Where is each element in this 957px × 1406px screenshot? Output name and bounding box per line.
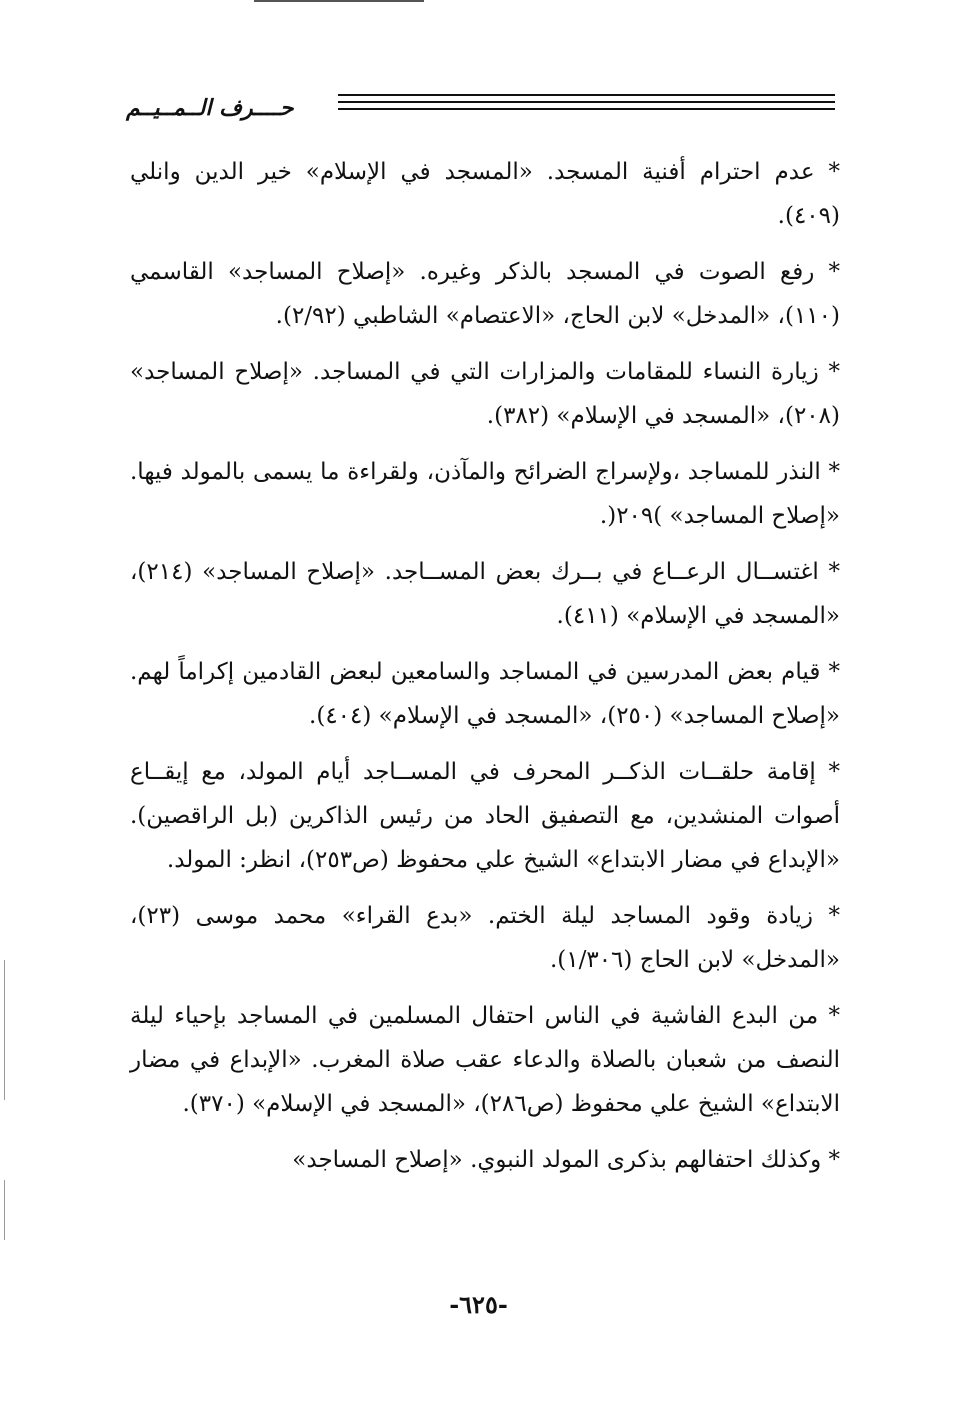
margin-mark [4, 1180, 5, 1240]
entry-paragraph: * زيارة النساء للمقامات والمزارات التي في المساجد. «إصلاح المساجد» (٢٠٨)، «المسجد في الإسلام» (٣٨٢). [130, 359, 840, 429]
header-rule [338, 108, 835, 110]
running-header [120, 90, 835, 140]
entry-paragraph: * من البدع الفاشية في الناس احتفال المسلمين في المساجد بإحياء ليلة النصف من شعبان بالصلاة والدعاء عقب صلاة المغرب. «الإبداع في مضار الابتداع» الشيخ علي محفوظ (ص٢٨٦)، «المسجد في الإسلام» (٣٧٠). [130, 1003, 840, 1117]
entry-paragraph: * قيام بعض المدرسين في المساجد والسامعين لبعض القادمين إكراماً لهم. «إصلاح المساجد» (٢٥٠)، «المسجد في الإسلام» (٤٠٤). [130, 659, 840, 729]
page-body [130, 150, 840, 1194]
entry-paragraph: * عدم احترام أفنية المسجد. «المسجد في الإسلام» خير الدين وانلي (٤٠٩). [130, 159, 840, 229]
entry-paragraph: * زيادة وقود المساجد ليلة الختم. «بدع القراء» محمد موسى (٢٣)، «المدخل» لابن الحاج (١/٣٠٦). [130, 903, 840, 973]
page-number: -٦٢٥- [449, 1290, 508, 1319]
entry-paragraph: * اغتســال الرعــاع في بــرك بعض المســاجد. «إصلاح المساجد» (٢١٤)، «المسجد في الإسلام» (٤١١). [130, 559, 840, 629]
margin-mark [4, 960, 5, 1100]
header-title: حــــرف الــمــيــم [126, 96, 294, 121]
entry-paragraph: * رفع الصوت في المسجد بالذكر وغيره. «إصلاح المساجد» القاسمي (١١٠)، «المدخل» لابن الحاج، «الاعتصام» الشاطبي (٢/٩٢). [130, 259, 840, 329]
entry-paragraph: * إقامة حلقــات الذكــر المحرف في المســاجد أيام المولد، مع إيقــاع أصوات المنشدين، مع التصفيق الحاد من رئيس الذاكرين (بل الراقصين). «الإبداع في مضار الابتداع» الشيخ علي محفوظ (ص٢٥٣)، انظر: المولد. [130, 759, 840, 873]
entry-paragraph: * النذر للمساجد ،ولإسراج الضرائح والمآذن، ولقراءة ما يسمى بالمولد فيها. «إصلاح المساجد» )٢٠٩(. [130, 459, 840, 529]
header-rule [338, 94, 835, 96]
header-rule [338, 101, 835, 103]
scan-artifact-line [254, 0, 424, 2]
entry-paragraph: * وكذلك احتفالهم بذكرى المولد النبوي. «إصلاح المساجد» [292, 1147, 840, 1173]
